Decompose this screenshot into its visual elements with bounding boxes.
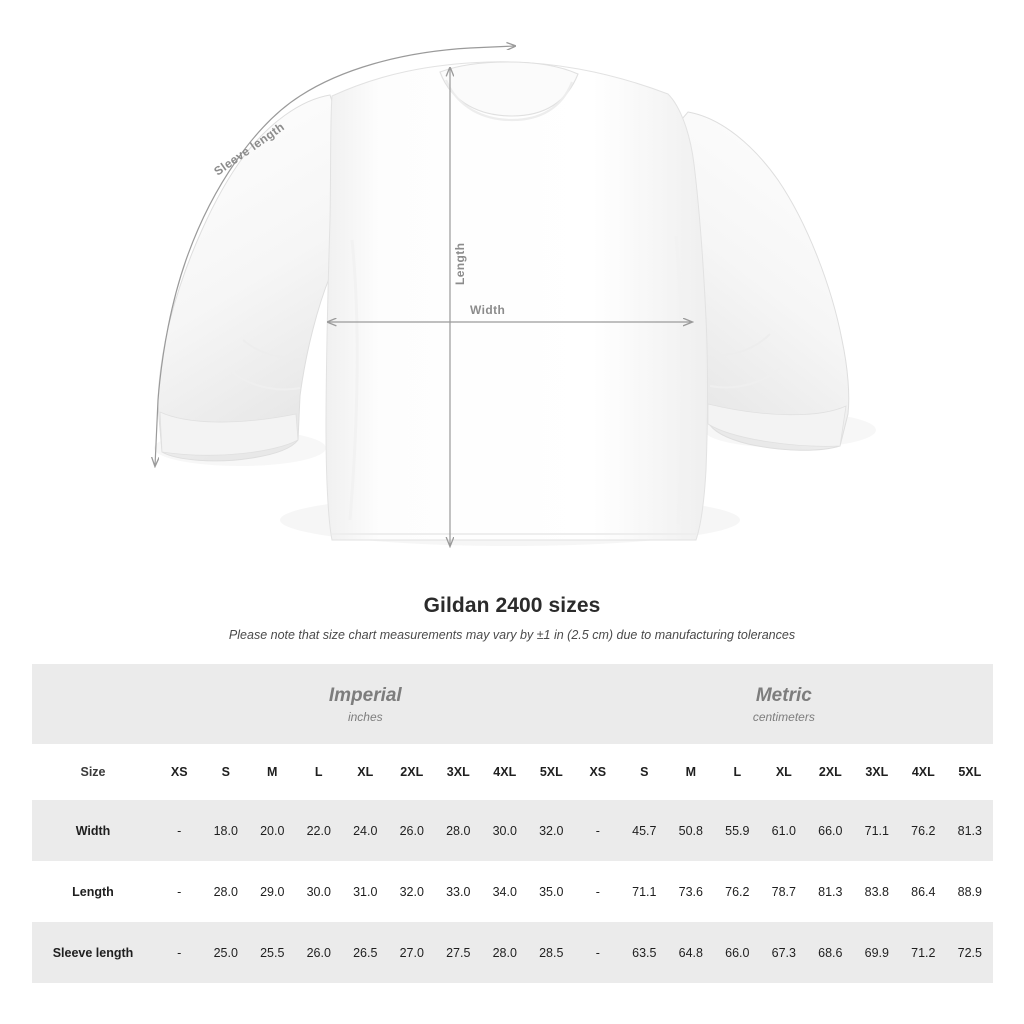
width-imperial-l: 22.0 <box>296 800 343 861</box>
system-metric-name: Metric <box>755 685 812 707</box>
table-row <box>32 800 993 861</box>
header-metric-5xl: 5XL <box>947 744 994 800</box>
length-metric-3xl: 83.8 <box>854 861 901 922</box>
length-imperial-m: 29.0 <box>249 861 296 922</box>
sleeve-metric-2xl: 68.6 <box>807 922 854 983</box>
header-metric-4xl: 4XL <box>900 744 947 800</box>
width-imperial-xs: - <box>156 800 203 861</box>
width-imperial-4xl: 30.0 <box>482 800 529 861</box>
sleeve-metric-m: 64.8 <box>668 922 715 983</box>
length-imperial-5xl: 35.0 <box>528 861 575 922</box>
sleeve-imperial-3xl: 27.5 <box>435 922 482 983</box>
header-metric-xl: XL <box>761 744 808 800</box>
width-imperial-xl: 24.0 <box>342 800 389 861</box>
row-label-width: Width <box>32 800 154 861</box>
width-metric-m: 50.8 <box>668 800 715 861</box>
header-metric-m: M <box>668 744 715 800</box>
system-imperial-unit: inches <box>347 709 383 724</box>
table-row <box>32 861 993 922</box>
header-imperial-xl: XL <box>342 744 389 800</box>
header-imperial-m: M <box>249 744 296 800</box>
width-imperial-s: 18.0 <box>203 800 250 861</box>
length-metric-5xl: 88.9 <box>947 861 994 922</box>
sleeve-metric-5xl: 72.5 <box>947 922 994 983</box>
width-imperial-3xl: 28.0 <box>435 800 482 861</box>
header-metric-3xl: 3XL <box>854 744 901 800</box>
sleeve-metric-3xl: 69.9 <box>854 922 901 983</box>
sleeve-imperial-5xl: 28.5 <box>528 922 575 983</box>
sleeve-imperial-l: 26.0 <box>296 922 343 983</box>
header-imperial-5xl: 5XL <box>528 744 575 800</box>
title-block <box>0 594 1024 642</box>
width-imperial-m: 20.0 <box>249 800 296 861</box>
width-imperial-2xl: 26.0 <box>389 800 436 861</box>
system-imperial-name: Imperial <box>328 685 402 707</box>
length-metric-2xl: 81.3 <box>807 861 854 922</box>
width-imperial-5xl: 32.0 <box>528 800 575 861</box>
header-metric-2xl: 2XL <box>807 744 854 800</box>
length-imperial-3xl: 33.0 <box>435 861 482 922</box>
header-metric-xs: XS <box>575 744 622 800</box>
length-metric-m: 73.6 <box>668 861 715 922</box>
width-label: Width <box>470 303 506 317</box>
length-metric-xs: - <box>575 861 622 922</box>
system-metric-unit: centimeters <box>752 709 815 724</box>
length-imperial-xs: - <box>156 861 203 922</box>
size-header-label: Size <box>32 744 154 800</box>
system-header-row <box>32 664 993 744</box>
system-header-spacer <box>32 664 154 744</box>
width-metric-4xl: 76.2 <box>900 800 947 861</box>
size-header-row <box>32 744 993 800</box>
sleeve-imperial-s: 25.0 <box>203 922 250 983</box>
sleeve-metric-s: 63.5 <box>621 922 668 983</box>
garment-body <box>326 62 708 540</box>
sleeve-metric-l: 66.0 <box>714 922 761 983</box>
length-metric-s: 71.1 <box>621 861 668 922</box>
row-label-length: Length <box>32 861 154 922</box>
system-imperial <box>156 664 575 744</box>
header-imperial-4xl: 4XL <box>482 744 529 800</box>
length-imperial-4xl: 34.0 <box>482 861 529 922</box>
header-imperial-l: L <box>296 744 343 800</box>
length-imperial-xl: 31.0 <box>342 861 389 922</box>
table-row <box>32 922 993 983</box>
size-table-wrapper <box>32 664 992 983</box>
page-title: Gildan 2400 sizes <box>423 594 601 617</box>
sleeve-metric-4xl: 71.2 <box>900 922 947 983</box>
sleeve-metric-xs: - <box>575 922 622 983</box>
length-metric-xl: 78.7 <box>761 861 808 922</box>
header-imperial-xs: XS <box>156 744 203 800</box>
length-metric-4xl: 86.4 <box>900 861 947 922</box>
sleeve-imperial-2xl: 27.0 <box>389 922 436 983</box>
length-imperial-l: 30.0 <box>296 861 343 922</box>
header-imperial-s: S <box>203 744 250 800</box>
sleeve-imperial-4xl: 28.0 <box>482 922 529 983</box>
width-metric-xs: - <box>575 800 622 861</box>
width-metric-l: 55.9 <box>714 800 761 861</box>
width-metric-2xl: 66.0 <box>807 800 854 861</box>
sleeve-imperial-xs: - <box>156 922 203 983</box>
length-label: Length <box>453 242 467 285</box>
width-metric-3xl: 71.1 <box>854 800 901 861</box>
size-chart-table <box>32 664 993 983</box>
tolerance-note: Please note that size chart measurements may vary by ±1 in (2.5 cm) due to manufacturing tolerances <box>228 628 796 642</box>
row-label-sleeve-length: Sleeve length <box>32 922 154 983</box>
sleeve-length-label: Sleeve length <box>211 119 287 179</box>
width-metric-5xl: 81.3 <box>947 800 994 861</box>
system-metric <box>575 664 994 744</box>
header-imperial-2xl: 2XL <box>389 744 436 800</box>
sleeve-imperial-m: 25.5 <box>249 922 296 983</box>
header-metric-l: L <box>714 744 761 800</box>
width-metric-xl: 61.0 <box>761 800 808 861</box>
length-imperial-s: 28.0 <box>203 861 250 922</box>
sleeve-imperial-xl: 26.5 <box>342 922 389 983</box>
length-imperial-2xl: 32.0 <box>389 861 436 922</box>
length-metric-l: 76.2 <box>714 861 761 922</box>
header-metric-s: S <box>621 744 668 800</box>
header-imperial-3xl: 3XL <box>435 744 482 800</box>
width-metric-s: 45.7 <box>621 800 668 861</box>
sleeve-metric-xl: 67.3 <box>761 922 808 983</box>
